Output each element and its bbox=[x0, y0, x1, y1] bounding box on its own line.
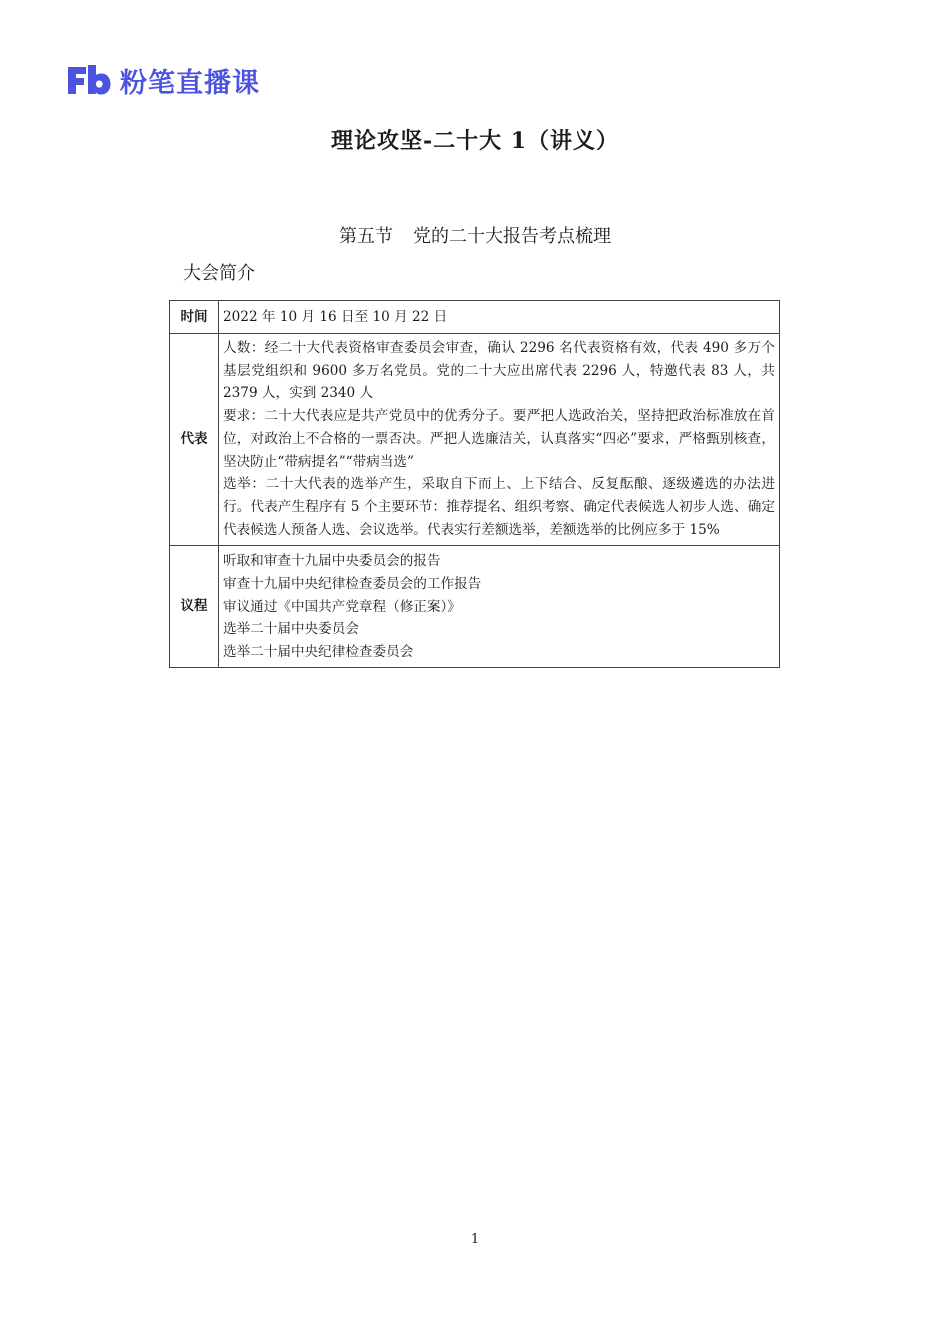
row-content-time bbox=[219, 301, 780, 334]
section-number: 第五节 bbox=[339, 226, 393, 247]
row-label-agenda: 议程 bbox=[170, 546, 219, 668]
row-content-agenda bbox=[219, 546, 780, 668]
row-label-representatives: 代表 bbox=[170, 334, 219, 546]
fb-logo-icon bbox=[66, 63, 112, 97]
time-text: 2022 年 10 月 16 日至 10 月 22 日 bbox=[223, 308, 448, 325]
representatives-count-paragraph: 人数：经二十大代表资格审查委员会审查，确认 2296 名代表资格有效，代表 490 多万个基层党组织和 9600 多万名党员。党的二十大应出席代表 2296 人，特邀代表 83 人，共 2379 人，实到 2340 人 bbox=[223, 340, 775, 402]
row-content-representatives bbox=[219, 334, 780, 546]
representatives-election-paragraph: 选举：二十大代表的选举产生，采取自下而上、上下结合、反复酝酿、逐级遴选的办法进行。代表产生程序有 5 个主要环节：推荐提名、组织考察、确定代表候选人初步人选、确定代表候选人预备人选、会议选举。代表实行差额选举，差额选举的比例应多于 15% bbox=[223, 476, 775, 538]
section-title: 党的二十大报告考点梳理 bbox=[413, 226, 611, 247]
agenda-item: 审议通过《中国共产党章程（修正案）》 bbox=[223, 598, 461, 615]
agenda-item: 选举二十届中央委员会 bbox=[223, 621, 359, 638]
congress-info-table bbox=[169, 300, 780, 668]
table-row-time bbox=[170, 301, 780, 334]
table-row-agenda bbox=[170, 546, 780, 668]
section-heading bbox=[0, 222, 950, 248]
brand-logo bbox=[66, 60, 260, 100]
agenda-item: 听取和审查十九届中央委员会的报告 bbox=[223, 553, 441, 570]
table-row-representatives bbox=[170, 334, 780, 546]
row-label-time: 时间 bbox=[170, 301, 219, 334]
agenda-item: 选举二十届中央纪律检查委员会 bbox=[223, 644, 414, 661]
brand-name: 粉笔直播课 bbox=[120, 67, 260, 99]
agenda-item: 审查十九届中央纪律检查委员会的工作报告 bbox=[223, 576, 482, 593]
representatives-requirements-paragraph: 要求：二十大代表应是共产党员中的优秀分子。要严把人选政治关，坚持把政治标准放在首位，对政治上不合格的一票否决。严把人选廉洁关，认真落实“四必”要求，严格甄别核查，坚决防止“带病提名”“带病当选” bbox=[223, 408, 775, 470]
document-title: 理论攻坚-二十大 1（讲义） bbox=[330, 128, 620, 154]
subheading: 大会简介 bbox=[183, 263, 255, 284]
page-number: 1 bbox=[470, 1232, 480, 1247]
